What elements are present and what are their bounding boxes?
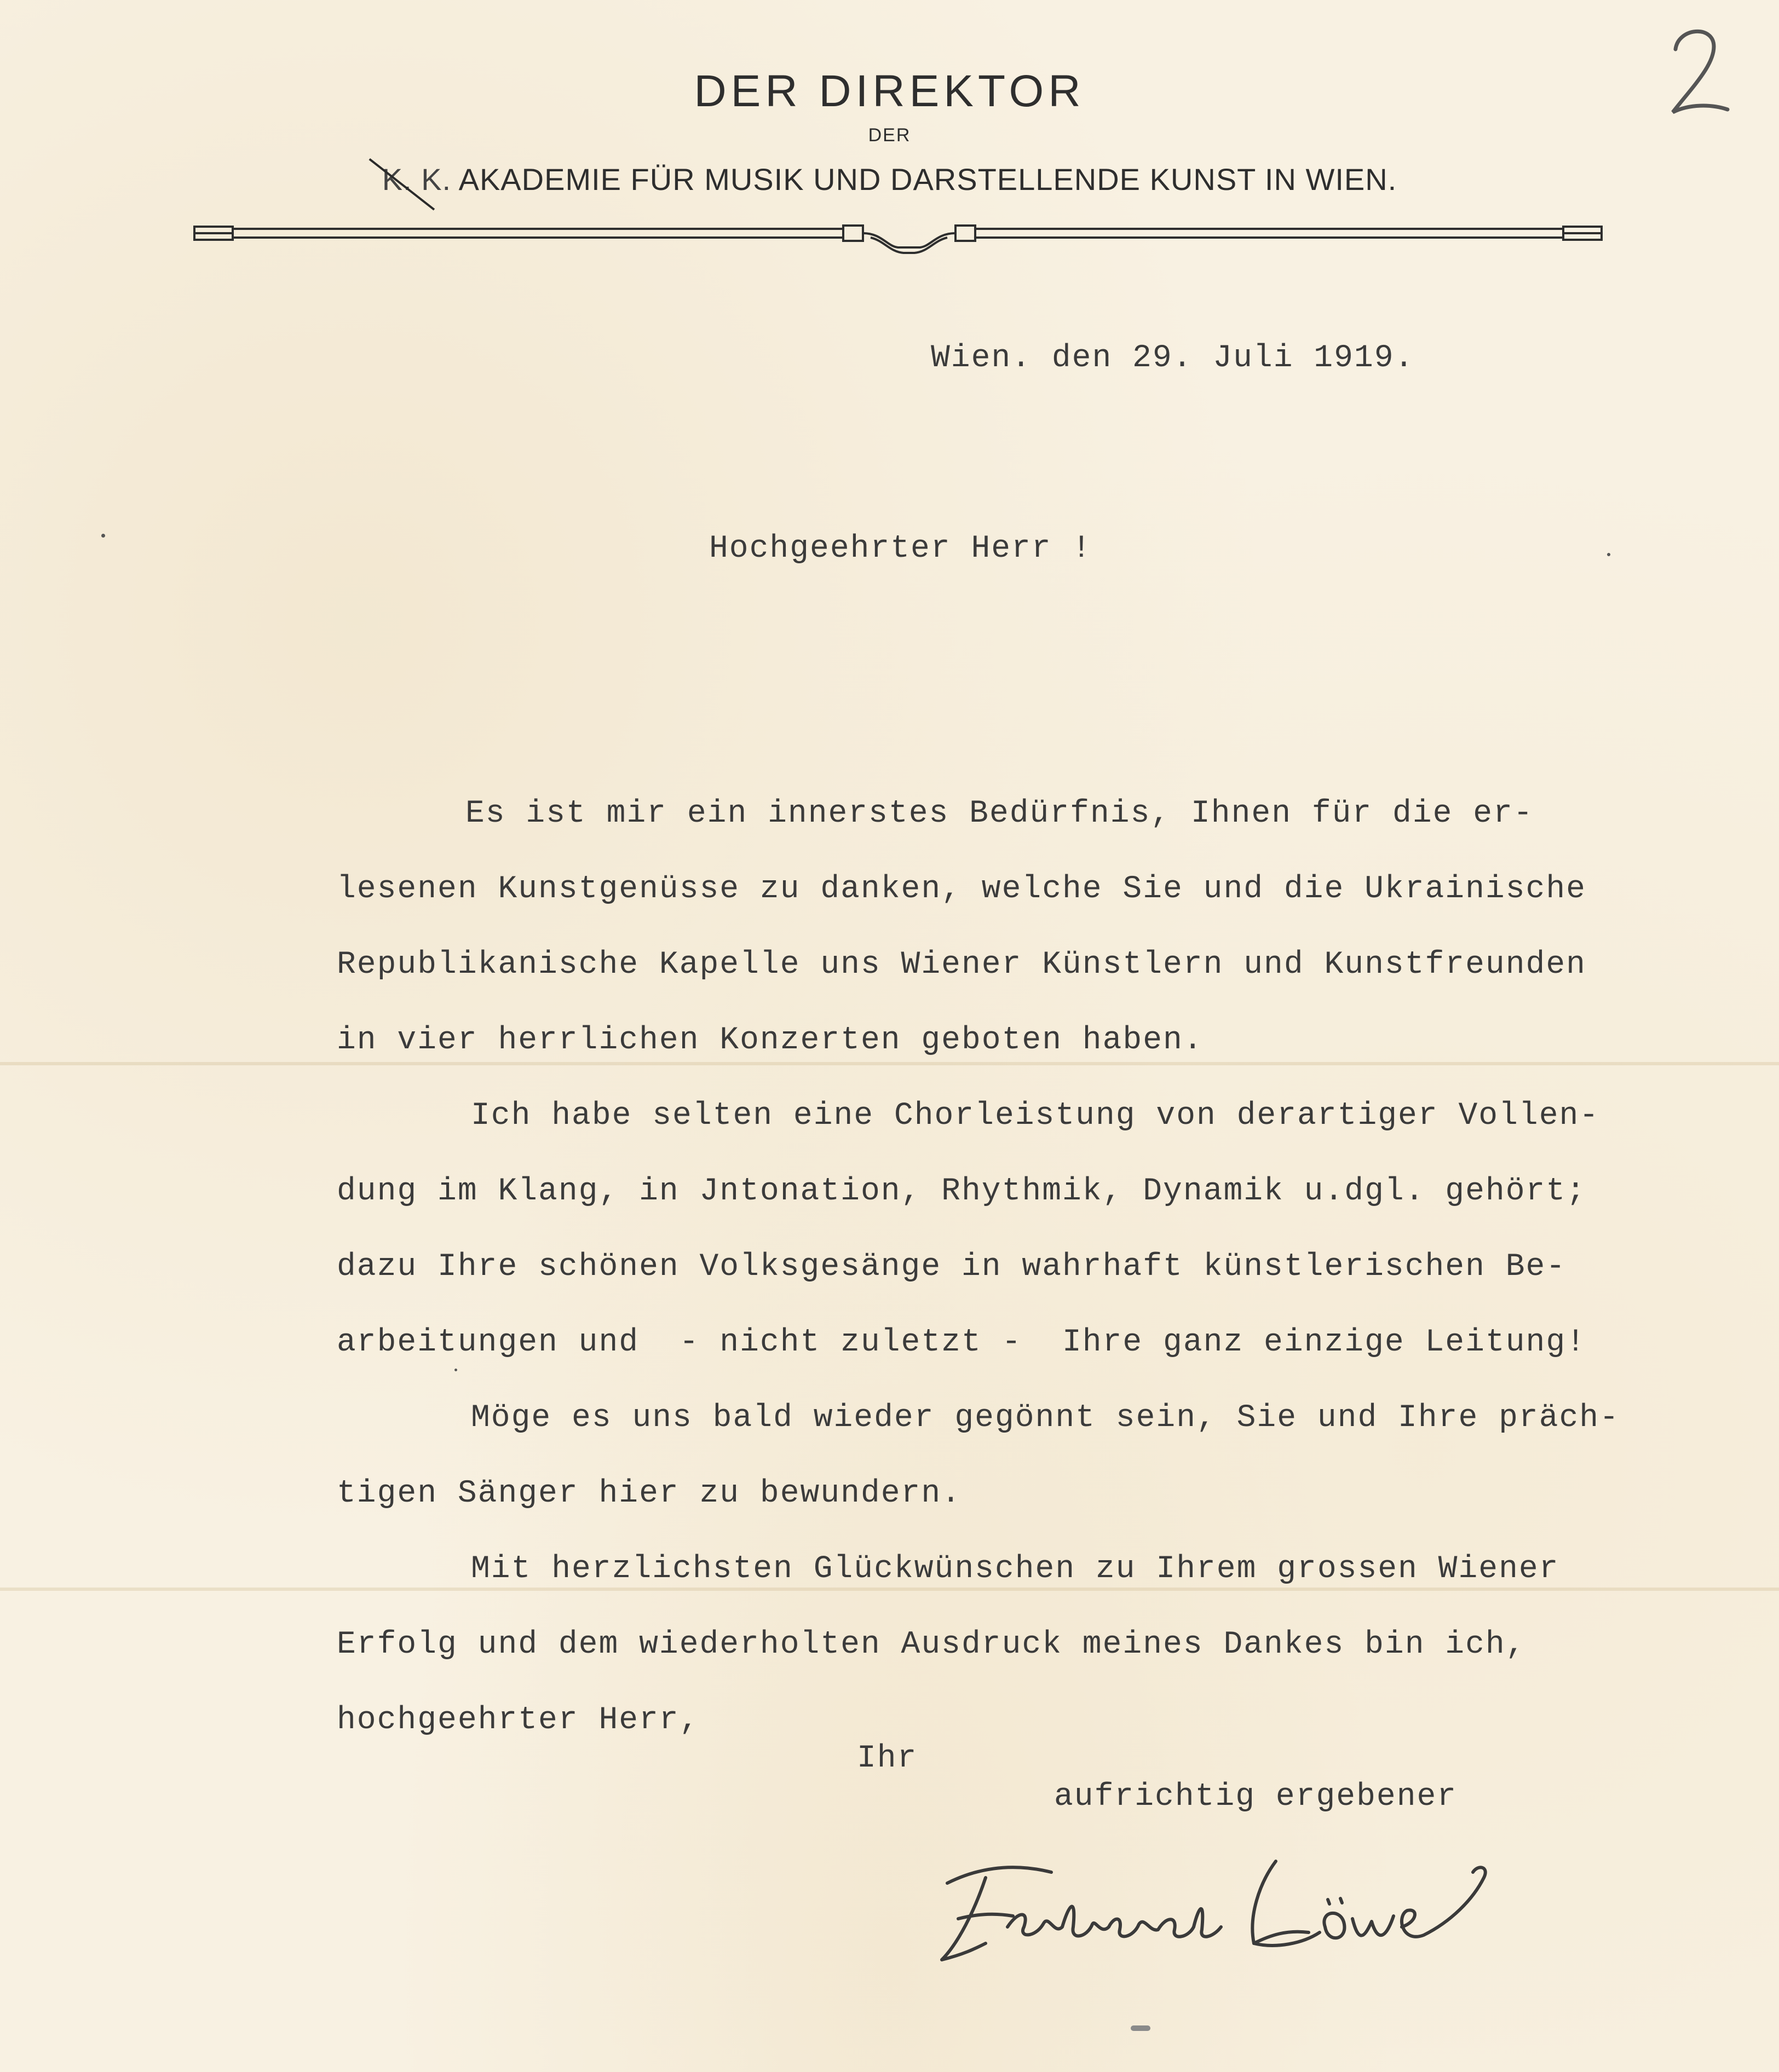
body-line: Es ist mir ein innerstes Bedürfnis, Ihnen für die er-	[465, 796, 1534, 832]
academy-name: AKADEMIE FÜR MUSIK UND DARSTELLENDE KUNST IN WIEN.	[458, 162, 1397, 197]
ink-speck	[454, 1369, 457, 1371]
ink-speck	[1607, 553, 1610, 556]
struck-kk-prefix: K. K.	[382, 162, 452, 197]
body-line: Erfolg und dem wiederholten Ausdruck meines Dankes bin ich,	[337, 1627, 1526, 1663]
body-line: dazu Ihre schönen Volksgesänge in wahrhaft künstlerischen Be-	[337, 1249, 1567, 1285]
letterhead-ornamental-rule	[192, 213, 1604, 268]
handwritten-signature	[925, 1817, 1571, 2006]
ink-speck	[101, 534, 105, 538]
body-line: lesenen Kunstgenüsse zu danken, welche Sie und die Ukrainische	[337, 871, 1586, 907]
body-line: Republikanische Kapelle uns Wiener Künstlern und Kunstfreunden	[337, 947, 1586, 983]
closing-ergebener: aufrichtig ergebener	[1054, 1779, 1458, 1815]
body-line: in vier herrlichen Konzerten geboten haben.	[337, 1023, 1204, 1058]
closing-ihr: Ihr	[857, 1741, 918, 1776]
letterhead-der: DER	[868, 125, 911, 146]
salutation: Hochgeehrter Herr !	[709, 531, 1092, 567]
ink-speck	[1131, 2025, 1150, 2031]
letterhead-title: DER DIREKTOR	[694, 66, 1085, 116]
body-line: dung im Klang, in Jntonation, Rhythmik, Dynamik u.dgl. gehört;	[337, 1174, 1586, 1209]
signature-glyph	[925, 1817, 1571, 2004]
letterhead-academy	[0, 161, 1779, 197]
paper-fold	[0, 1588, 1779, 1591]
body-line: Ich habe selten eine Chorleistung von derartiger Vollen-	[471, 1098, 1600, 1134]
body-line: Möge es uns bald wieder gegönnt sein, Sie und Ihre präch-	[471, 1400, 1620, 1436]
body-line: tigen Sänger hier zu bewundern.	[337, 1476, 962, 1511]
paper-fold	[0, 1062, 1779, 1065]
date-line: Wien. den 29. Juli 1919.	[931, 340, 1415, 376]
body-line: arbeitungen und - nicht zuletzt - Ihre ganz einzige Leitung!	[337, 1325, 1586, 1360]
body-line: Mit herzlichsten Glückwünschen zu Ihrem grossen Wiener	[471, 1551, 1559, 1587]
body-line: hochgeehrter Herr,	[337, 1702, 700, 1738]
